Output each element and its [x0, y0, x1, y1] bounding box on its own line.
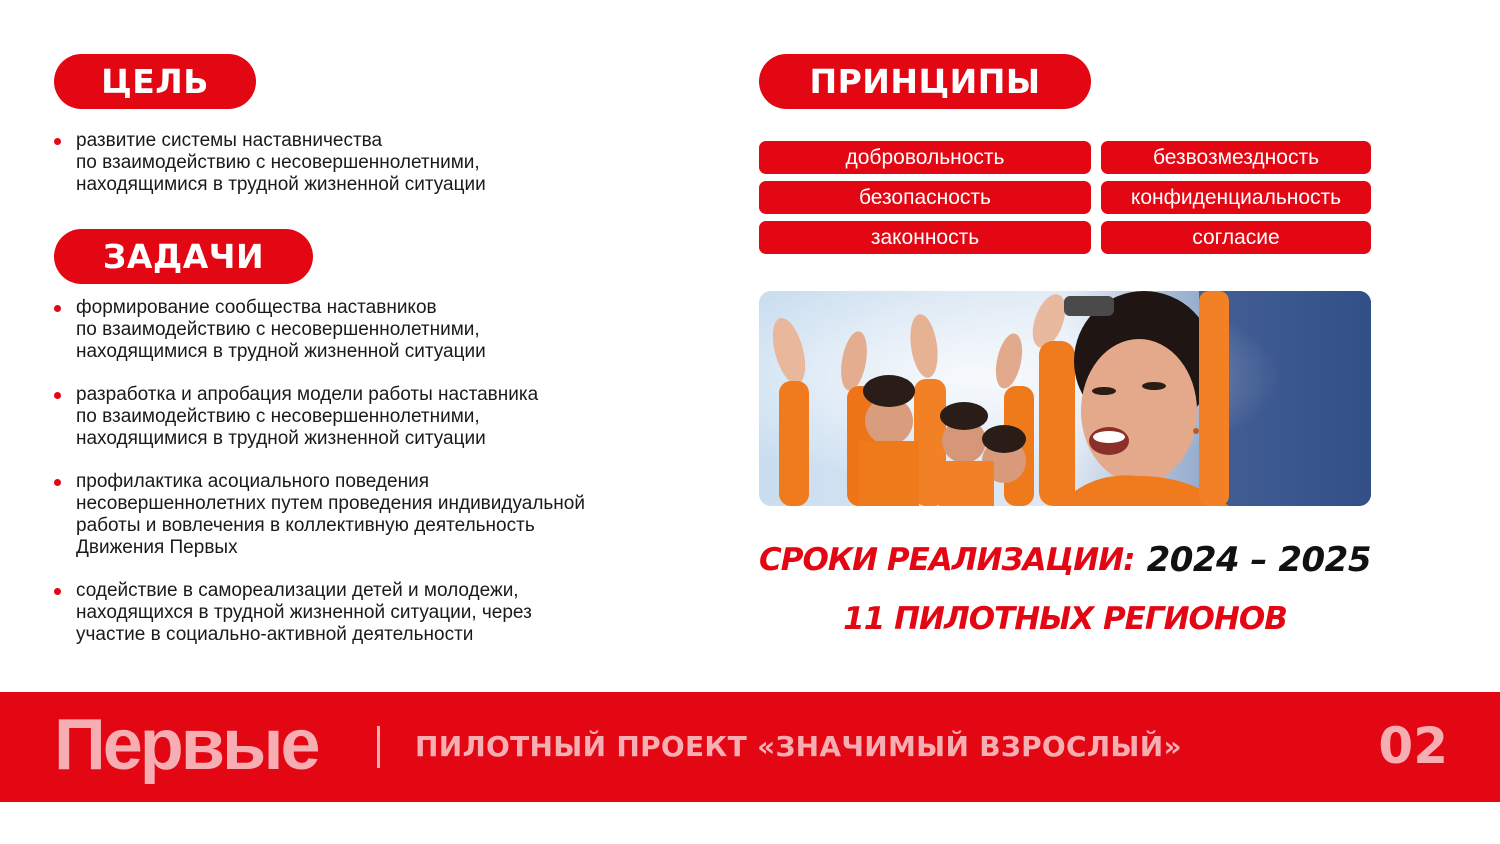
- principles-grid: [759, 141, 1371, 254]
- terms-years: 2024 – 2025: [1146, 540, 1371, 580]
- list-item: [54, 297, 694, 363]
- principle-chip: согласие: [1101, 221, 1371, 254]
- tasks-heading: ЗАДАЧИ: [54, 229, 313, 284]
- footer-bar: [0, 692, 1500, 802]
- principle-chip: конфиденциальность: [1101, 181, 1371, 214]
- tasks-list: [54, 297, 694, 667]
- goal-list: [54, 130, 694, 196]
- terms-label: СРОКИ РЕАЛИЗАЦИИ:: [759, 542, 1135, 578]
- list-item: [54, 580, 694, 646]
- people-cheering-photo: [759, 291, 1371, 506]
- footer-divider: [377, 726, 380, 768]
- task-text: разработка и апробация модели работы наставника по взаимодействию с несовершеннолетними, находящимися в трудной жизненной ситуации: [76, 384, 539, 449]
- bullet-dot-icon: [54, 138, 61, 145]
- principles-heading: ПРИНЦИПЫ: [759, 54, 1091, 109]
- page-number: 02: [1378, 717, 1448, 775]
- principle-chip: добровольность: [759, 141, 1091, 174]
- project-title: ПИЛОТНЫЙ ПРОЕКТ «ЗНАЧИМЫЙ ВЗРОСЛЫЙ»: [415, 730, 1182, 763]
- bullet-dot-icon: [54, 305, 61, 312]
- regions-count: 11 ПИЛОТНЫХ РЕГИОНОВ: [843, 601, 1287, 637]
- goal-heading: ЦЕЛЬ: [54, 54, 256, 109]
- principle-chip: законность: [759, 221, 1091, 254]
- goal-text: развитие системы наставничества по взаимодействию с несовершеннолетними, находящимися в трудной жизненной ситуации: [76, 130, 486, 195]
- list-item: [54, 384, 694, 450]
- bullet-dot-icon: [54, 479, 61, 486]
- principle-chip: безопасность: [759, 181, 1091, 214]
- photo-illustration: [759, 291, 1371, 506]
- brand-logo: Первые: [54, 705, 318, 785]
- task-text: профилактика асоциального поведения несовершеннолетних путем проведения индивидуальной работы и вовлечения в коллективную деятельность Движения Первых: [76, 471, 585, 558]
- bullet-dot-icon: [54, 392, 61, 399]
- task-text: формирование сообщества наставников по взаимодействию с несовершеннолетними, находящимися в трудной жизненной ситуации: [76, 297, 486, 362]
- bullet-dot-icon: [54, 588, 61, 595]
- terms-line: [759, 540, 1371, 580]
- task-text: содействие в самореализации детей и молодежи, находящихся в трудной жизненной ситуации, через участие в социально-активной деятельности: [76, 580, 532, 645]
- list-item: [54, 471, 694, 559]
- principle-chip: безвозмездность: [1101, 141, 1371, 174]
- list-item: [54, 130, 694, 196]
